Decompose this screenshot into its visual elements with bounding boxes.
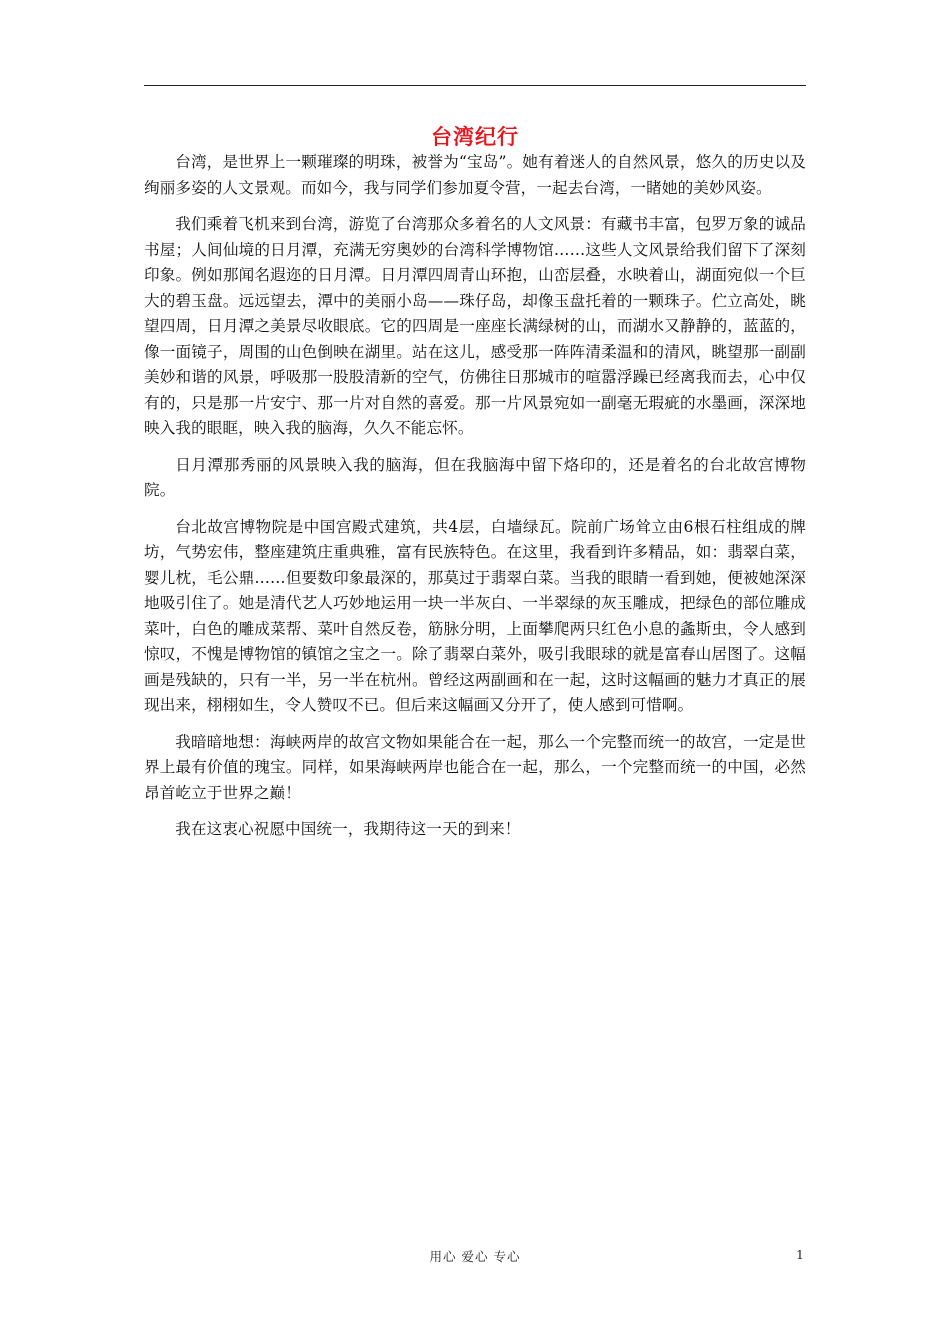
footer-motto: 用心 爱心 专心 [429,1249,521,1264]
page-number: 1 [796,1247,804,1262]
paragraph-6: 我在这衷心祝愿中国统一，我期待这一天的到来！ [175,820,521,838]
document-body [144,150,806,854]
paragraph-2: 我们乘着飞机来到台湾，游览了台湾那众多着名的人文风景：有藏书丰富，包罗万象的诚品书屋；人间仙境的日月潭，充满无穷奥妙的台湾科学博物馆……这些人文风景给我们留下了深刻印象。例如那闻名遐迩的日月潭。日月潭四周青山环抱，山峦层叠，水映着山，湖面宛似一个巨大的碧玉盘。远远望去，潭中的美丽小岛——珠仔岛，却像玉盘托着的一颗珠子。伫立高处，眺望四周，日月潭之美景尽收眼底。它的四周是一座座长满绿树的山，而湖水又静静的，蓝蓝的，像一面镜子，周围的山色倒映在湖里。站在这儿，感受那一阵阵清柔温和的清风，眺望那一副副美妙和谐的风景，呼吸那一股股清新的空气，仿佛往日那城市的喧嚣浮躁已经离我而去，心中仅有的，只是那一片安宁、那一片对自然的喜爱。那一片风景宛如一副毫无瑕疵的水墨画，深深地映入我的眼眶，映入我的脑海，久久不能忘怀。 [144,215,806,437]
paragraph-5: 我暗暗地想：海峡两岸的故宫文物如果能合在一起，那么一个完整而统一的故宫，一定是世界上最有价值的瑰宝。同样，如果海峡两岸也能合在一起，那么，一个完整而统一的中国，必然昂首屹立于世界之巅！ [144,732,806,802]
paragraph-1: 台湾，是世界上一颗璀璨的明珠，被誉为“宝岛”。她有着迷人的自然风景，悠久的历史以及绚丽多姿的人文景观。而如今，我与同学们参加夏令营，一起去台湾，一睹她的美妙风姿。 [144,153,806,197]
document-title: 台湾纪行 [431,124,519,149]
paragraph-4: 台北故宫博物院是中国宫殿式建筑，共4层，白墙绿瓦。院前广场耸立由6根石柱组成的牌坊，气势宏伟，整座建筑庄重典雅，富有民族特色。在这里，我看到许多精品，如：翡翠白菜，婴儿枕，毛公鼎……但要数印象最深的，那莫过于翡翠白菜。当我的眼睛一看到她，便被她深深地吸引住了。她是清代艺人巧妙地运用一块一半灰白、一半翠绿的灰玉雕成，把绿色的部位雕成菜叶，白色的雕成菜帮、菜叶自然反卷，筋脉分明，上面攀爬两只红色小息的螽斯虫，令人感到惊叹，不愧是博物馆的镇馆之宝之一。除了翡翠白菜外，吸引我眼球的就是富春山居图了。这幅画是残缺的，只有一半，另一半在杭州。曾经这两副画和在一起，这时这幅画的魅力才真正的展现出来，栩栩如生，令人赞叹不已。但后来这幅画又分开了，使人感到可惜啊。 [144,517,806,714]
paragraph-3: 日月潭那秀丽的风景映入我的脑海，但在我脑海中留下烙印的，还是着名的台北故宫博物院。 [144,455,806,499]
header-rule [144,85,806,86]
